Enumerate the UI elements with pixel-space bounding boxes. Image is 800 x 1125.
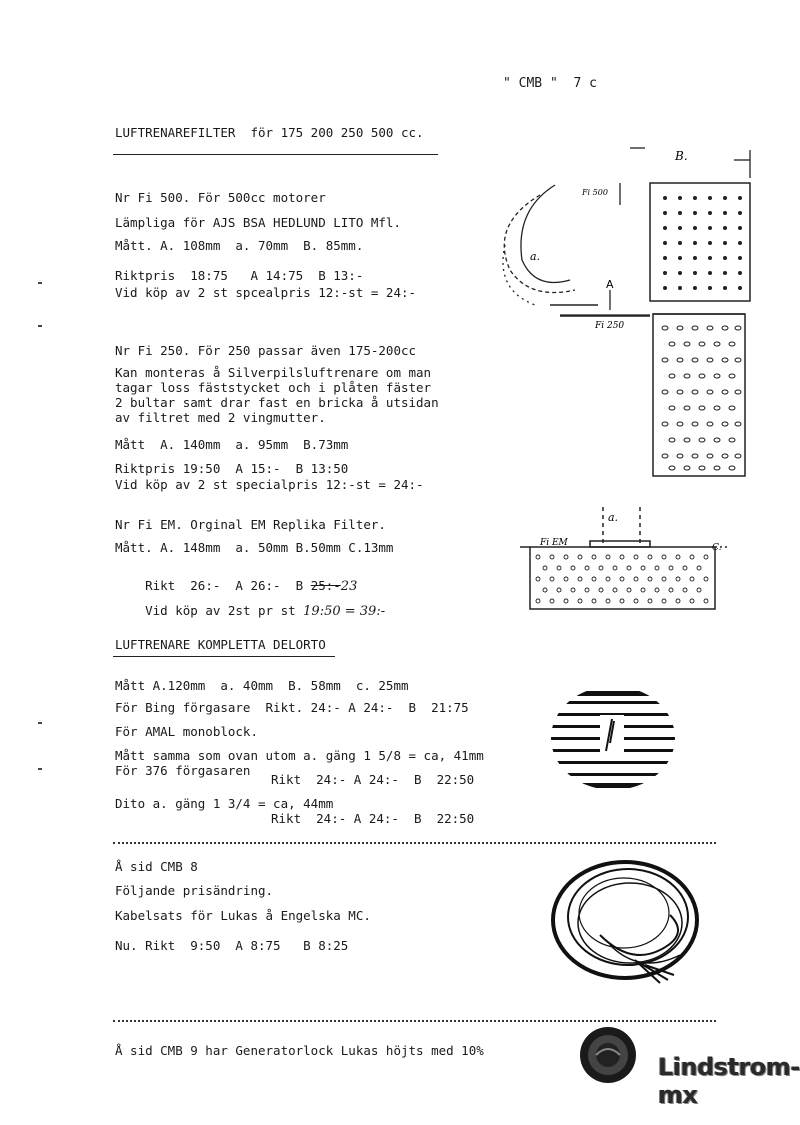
page-reference: " CMB " 7 c (503, 76, 597, 91)
fi250-perforations (662, 326, 741, 470)
offer-handwritten: 19:50 = 39:- (303, 604, 386, 619)
margin-mark (38, 722, 42, 724)
margin-mark (38, 282, 42, 284)
product-description-line: Kan monteras å Silverpilsluftrenare om man (115, 365, 432, 380)
label-fiem-c: C. (712, 543, 722, 553)
price-prefix: Rikt 26:- A 26:- B (145, 578, 311, 593)
product-description-line: tagar loss fäststycket och i plåten fäster (115, 380, 432, 395)
cmb9-note: Å sid CMB 9 har Generatorlock Lukas höjts med 10% (115, 1043, 484, 1058)
label-fi250: Fi 250 (595, 321, 625, 331)
cable-kit-image (540, 855, 715, 995)
watermark-logo: Lindstrom-mx (658, 1053, 800, 1109)
price-handwritten: 23 (340, 579, 358, 594)
delorto-376: För 376 förgasaren (115, 763, 251, 778)
product-dimensions: Mått A. 140mm a. 95mm B.73mm (115, 437, 349, 452)
product-dimensions: Mått. A. 148mm a. 50mm B.50mm C.13mm (115, 540, 394, 555)
section-heading-filters: LUFTRENAREFILTER för 175 200 250 500 cc. (115, 125, 424, 140)
offer-prefix: Vid köp av 2st pr st (145, 603, 304, 618)
product-offer: Vid köp av 2 st specialpris 12:-st = 24:- (115, 477, 424, 492)
delorto-dito-price: Rikt 24:- A 24:- B 22:50 (271, 811, 475, 826)
label-fiem-a: a. (608, 511, 619, 524)
fi500-perforations (663, 196, 742, 290)
delorto-aircleaner-image (548, 683, 678, 793)
product-suitable: Lämpliga för AJS BSA HEDLUND LITO Mfl. (115, 215, 401, 230)
delorto-same: Mått samma som ovan utom a. gäng 1 5/8 = ca, 41mm (115, 748, 484, 763)
heading-underline (113, 656, 335, 657)
product-title: Nr Fi EM. Orginal EM Replika Filter. (115, 517, 386, 532)
price-struck: 25:- (310, 578, 341, 593)
section-heading-delorto: LUFTRENARE KOMPLETTA DELORTO (115, 637, 326, 652)
product-offer: Vid köp av 2 st spcealpris 12:-st = 24:- (115, 285, 417, 300)
dotted-separator (113, 842, 716, 844)
dotted-separator (113, 1020, 716, 1022)
product-price: Riktpris 18:75 A 14:75 B 13:- (115, 268, 364, 283)
product-title: Nr Fi 250. För 250 passar även 175-200cc (115, 343, 417, 358)
delorto-bing: För Bing förgasare Rikt. 24:- A 24:- B 21:75 (115, 700, 469, 715)
delorto-dimensions: Mått A.120mm a. 40mm B. 58mm c. 25mm (115, 678, 409, 693)
cmb8-reference: Å sid CMB 8 (115, 859, 198, 874)
margin-mark (38, 325, 42, 327)
product-price: Riktpris 19:50 A 15:- B 13:50 (115, 461, 349, 476)
delorto-amal: För AMAL monoblock. (115, 724, 258, 739)
fi250-diagram (550, 300, 750, 490)
label-fiem: Fi EM (540, 538, 568, 548)
label-b: B. (675, 149, 688, 163)
generator-lock-image (578, 1025, 638, 1085)
delorto-dito: Dito a. gäng 1 3/4 = ca, 44mm (115, 796, 334, 811)
delorto-376-price: Rikt 24:- A 24:- B 22:50 (271, 772, 475, 787)
product-title: Nr Fi 500. För 500cc motorer (115, 190, 326, 205)
margin-mark (38, 768, 42, 770)
price-change-note: Följande prisändring. (115, 883, 274, 898)
fiem-diagram (520, 505, 735, 615)
product-description-line: av filtret med 2 vingmutter. (115, 410, 326, 425)
product-description-line: 2 bultar samt drar fast en bricka å utsidan (115, 395, 439, 410)
label-a-small: a. (530, 250, 541, 263)
product-dimensions: Mått. A. 108mm a. 70mm B. 85mm. (115, 238, 364, 253)
cable-kit: Kabelsats för Lukas å Engelska MC. (115, 908, 371, 923)
fiem-perforations (536, 555, 708, 603)
label-fi500: Fi 500 (582, 188, 608, 197)
product-offer (115, 588, 385, 634)
cable-kit-price: Nu. Rikt 9:50 A 8:75 B 8:25 (115, 938, 349, 953)
label-a-large: A (606, 278, 614, 291)
heading-underline (113, 154, 438, 155)
